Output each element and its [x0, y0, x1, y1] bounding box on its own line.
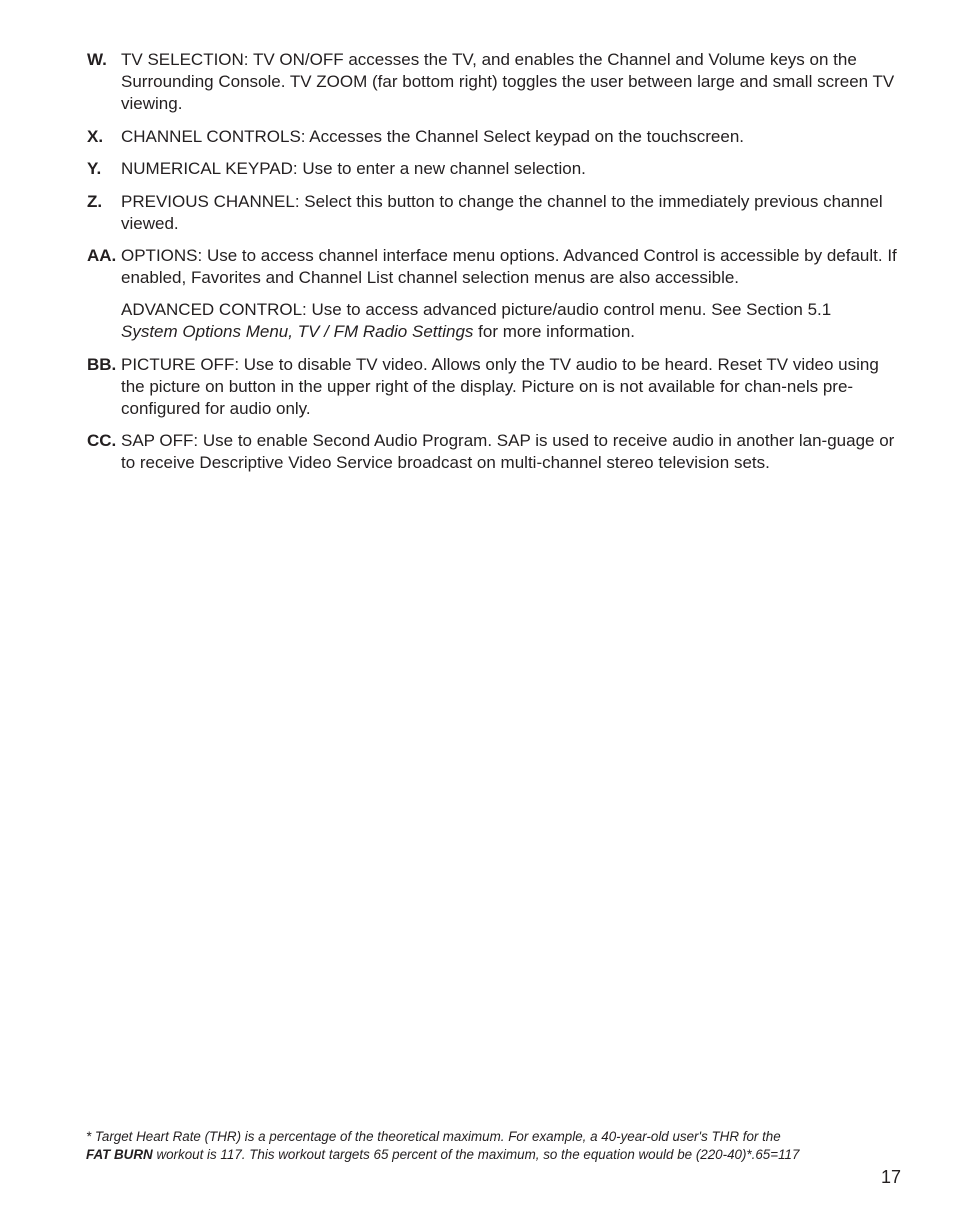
- item-key: CC.: [87, 431, 117, 450]
- item-key: BB.: [87, 354, 117, 374]
- item-key: Y.: [87, 159, 102, 178]
- item-key: AA.: [87, 246, 117, 265]
- sub-text-suffix: for more information.: [478, 322, 635, 341]
- item-key: Z.: [87, 191, 103, 211]
- list-item-aa: [87, 245, 897, 343]
- page-number: 17: [880, 1167, 901, 1187]
- section-reference: System Options Menu, TV / FM Radio Settings: [121, 322, 474, 341]
- footnote-workout-name: FAT BURN: [86, 1146, 153, 1162]
- item-text: TV SELECTION: TV ON/OFF accesses the TV, and enables the Channel and Volume keys on the Surrounding Console. TV ZOOM (far bottom right) toggles the user between large and small screen TV viewing.: [121, 50, 895, 113]
- footnote-line-2: workout is 117. This workout targets 65 percent of the maximum, so the equation would be (220-40)*.65=117: [156, 1146, 800, 1162]
- item-text: CHANNEL CONTROLS: Accesses the Channel Select keypad on the touchscreen.: [121, 126, 745, 146]
- list-item-z: [87, 191, 897, 235]
- footnote: [86, 1128, 886, 1163]
- item-key: X.: [87, 126, 104, 146]
- list-item-cc: [87, 430, 897, 474]
- advanced-control-paragraph: [121, 299, 897, 343]
- item-text: OPTIONS: Use to access channel interface menu options. Advanced Control is accessible by default. If enabled, Favorites and Channel List channel selection menus are also accessible.: [121, 246, 897, 287]
- list-item-y: [87, 158, 897, 180]
- item-key: W.: [87, 50, 107, 69]
- list-item-x: [87, 126, 897, 148]
- item-text: SAP OFF: Use to enable Second Audio Program. SAP is used to receive audio in another lan-guage or to receive Descriptive Video Service broadcast on multi-channel stereo television sets.: [121, 431, 895, 472]
- list-item-w: [87, 49, 897, 115]
- list-item-bb: [87, 354, 897, 420]
- item-text: PREVIOUS CHANNEL: Select this button to change the channel to the immediately previous channel viewed.: [121, 191, 883, 233]
- item-text: PICTURE OFF: Use to disable TV video. Allows only the TV audio to be heard. Reset TV video using the picture on button in the upper right of the display. Picture on is not available for chan-nels pre-configured for audio only.: [121, 354, 879, 418]
- footnote-line-1: * Target Heart Rate (THR) is a percentage of the theoretical maximum. For example, a 40-year-old user's THR for the: [86, 1129, 781, 1144]
- sub-text-prefix: ADVANCED CONTROL: Use to access advanced picture/audio control menu. See Section 5.1: [121, 300, 832, 319]
- item-text: NUMERICAL KEYPAD: Use to enter a new channel selection.: [121, 159, 586, 178]
- feature-list: [87, 49, 897, 485]
